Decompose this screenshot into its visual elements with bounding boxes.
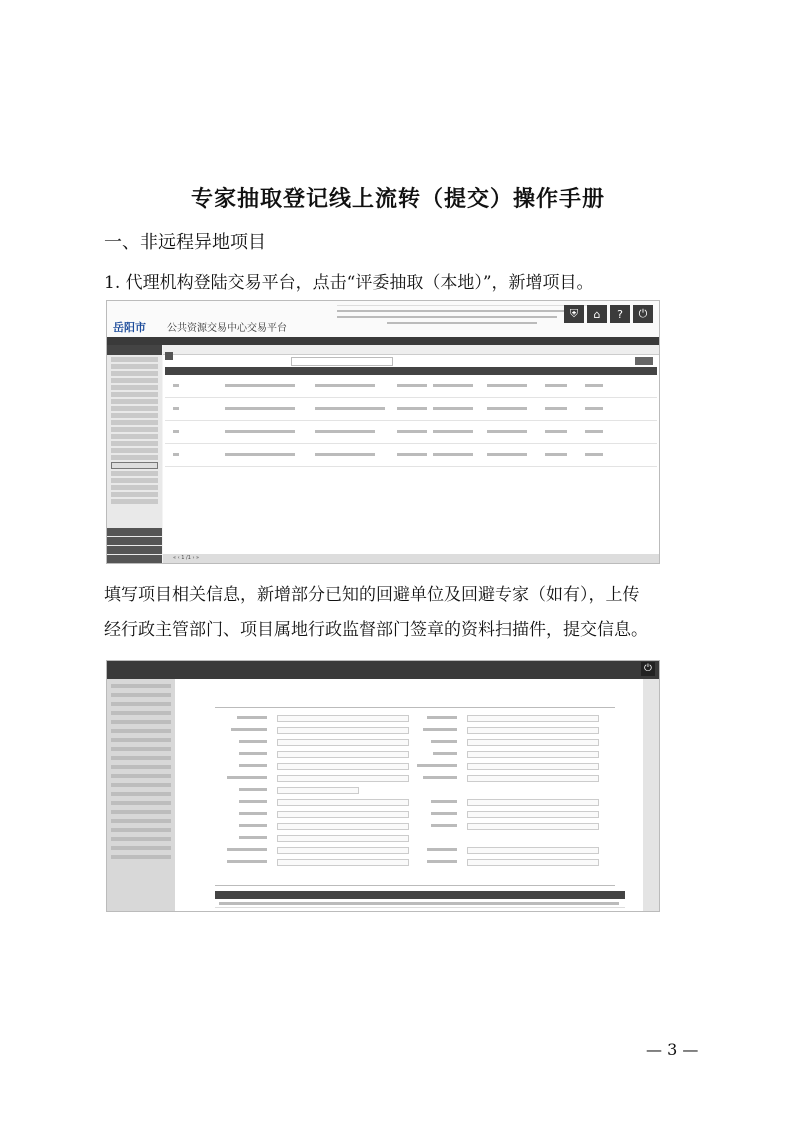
notice-text-block <box>337 305 587 334</box>
instruction-paragraph: 经行政主管部门、项目属地行政监督部门签章的资料扫描件，提交信息。 <box>104 620 648 640</box>
form-panel <box>177 679 639 911</box>
page-title: 专家抽取登记线上流转（提交）操作手册 <box>190 186 605 212</box>
table-row[interactable] <box>165 444 657 467</box>
sidebar-item[interactable] <box>111 471 158 476</box>
shield-icon[interactable]: ⛨ <box>564 305 584 323</box>
sidebar-item[interactable] <box>111 378 158 383</box>
sidebar <box>107 345 162 563</box>
platform-name: 公共资源交易中心交易平台 <box>167 323 287 334</box>
table-header <box>165 367 657 375</box>
sidebar-footer-item[interactable] <box>107 546 162 554</box>
form-row[interactable] <box>217 847 607 853</box>
app-header <box>107 301 659 337</box>
form-row[interactable] <box>217 751 607 757</box>
table-row[interactable] <box>165 375 657 398</box>
sidebar-item[interactable] <box>111 399 158 404</box>
sidebar-item[interactable] <box>111 413 158 418</box>
form-row[interactable] <box>217 811 607 817</box>
table-row[interactable] <box>165 398 657 421</box>
form-row[interactable] <box>217 799 607 805</box>
sidebar-item[interactable] <box>111 485 158 490</box>
sidebar-item[interactable] <box>111 420 158 425</box>
page-number: — 3 — <box>646 1040 699 1059</box>
help-icon[interactable]: ? <box>610 305 630 323</box>
sidebar-item[interactable] <box>111 364 158 369</box>
sidebar-item-expert-extraction[interactable] <box>111 462 158 469</box>
form-row[interactable] <box>217 775 607 781</box>
sidebar-footer-item[interactable] <box>107 528 162 536</box>
sidebar-item[interactable] <box>111 492 158 497</box>
table-header <box>215 899 625 908</box>
dialog-title-bar <box>107 661 659 679</box>
top-nav-bar <box>107 337 659 345</box>
sidebar-item[interactable] <box>111 499 158 504</box>
form-row[interactable] <box>217 715 607 721</box>
form-row[interactable] <box>217 727 607 733</box>
tab-bar <box>163 345 659 355</box>
sidebar-item[interactable] <box>111 357 158 362</box>
sidebar-footer-item[interactable] <box>107 537 162 545</box>
sidebar-item[interactable] <box>111 448 158 453</box>
section-heading: 一、非远程异地项目 <box>104 232 266 253</box>
sidebar <box>107 679 175 911</box>
screenshot-registration-form <box>106 660 660 912</box>
sidebar-item[interactable] <box>111 455 158 460</box>
sidebar-item[interactable] <box>111 434 158 439</box>
step-instruction: 1. 代理机构登陆交易平台，点击“评委抽取（本地）”，新增项目。 <box>104 273 594 293</box>
sidebar-item[interactable] <box>111 406 158 411</box>
sidebar-item[interactable] <box>111 478 158 483</box>
form-row[interactable] <box>217 859 607 865</box>
section-registration <box>215 697 615 708</box>
sidebar-footer-menu <box>107 527 162 563</box>
form-row[interactable] <box>217 835 607 841</box>
sidebar-item[interactable] <box>111 371 158 376</box>
instruction-paragraph: 填写项目相关信息，新增部分已知的回避单位及回避专家（如有），上传 <box>104 585 640 605</box>
table-row[interactable] <box>165 421 657 444</box>
right-toolbar <box>643 679 659 911</box>
sidebar-item[interactable] <box>111 392 158 397</box>
power-icon[interactable]: ⏻ <box>633 305 653 323</box>
screenshot-project-list <box>106 300 660 564</box>
sidebar-item[interactable] <box>111 427 158 432</box>
sidebar-footer-item[interactable] <box>107 555 162 563</box>
sidebar-item[interactable] <box>111 385 158 390</box>
header-toolbar <box>564 305 653 323</box>
form-row[interactable] <box>217 823 607 829</box>
platform-logo: 岳阳市 <box>113 321 146 334</box>
section-avoidance <box>215 875 615 886</box>
table-row[interactable] <box>215 908 625 912</box>
sidebar-item[interactable] <box>111 441 158 446</box>
form-row[interactable] <box>217 739 607 745</box>
sidebar-header <box>107 345 162 355</box>
search-button[interactable] <box>635 357 653 365</box>
home-icon[interactable]: ⌂ <box>587 305 607 323</box>
search-input[interactable] <box>291 357 393 366</box>
form-row[interactable] <box>217 763 607 769</box>
pagination[interactable]: « ‹ 1 /1 › » <box>163 554 659 563</box>
table-toolbar[interactable] <box>215 891 625 899</box>
form-row[interactable] <box>217 787 607 793</box>
power-icon[interactable]: ⏻ <box>641 662 655 676</box>
search-row <box>163 355 659 367</box>
main-panel <box>163 345 659 563</box>
